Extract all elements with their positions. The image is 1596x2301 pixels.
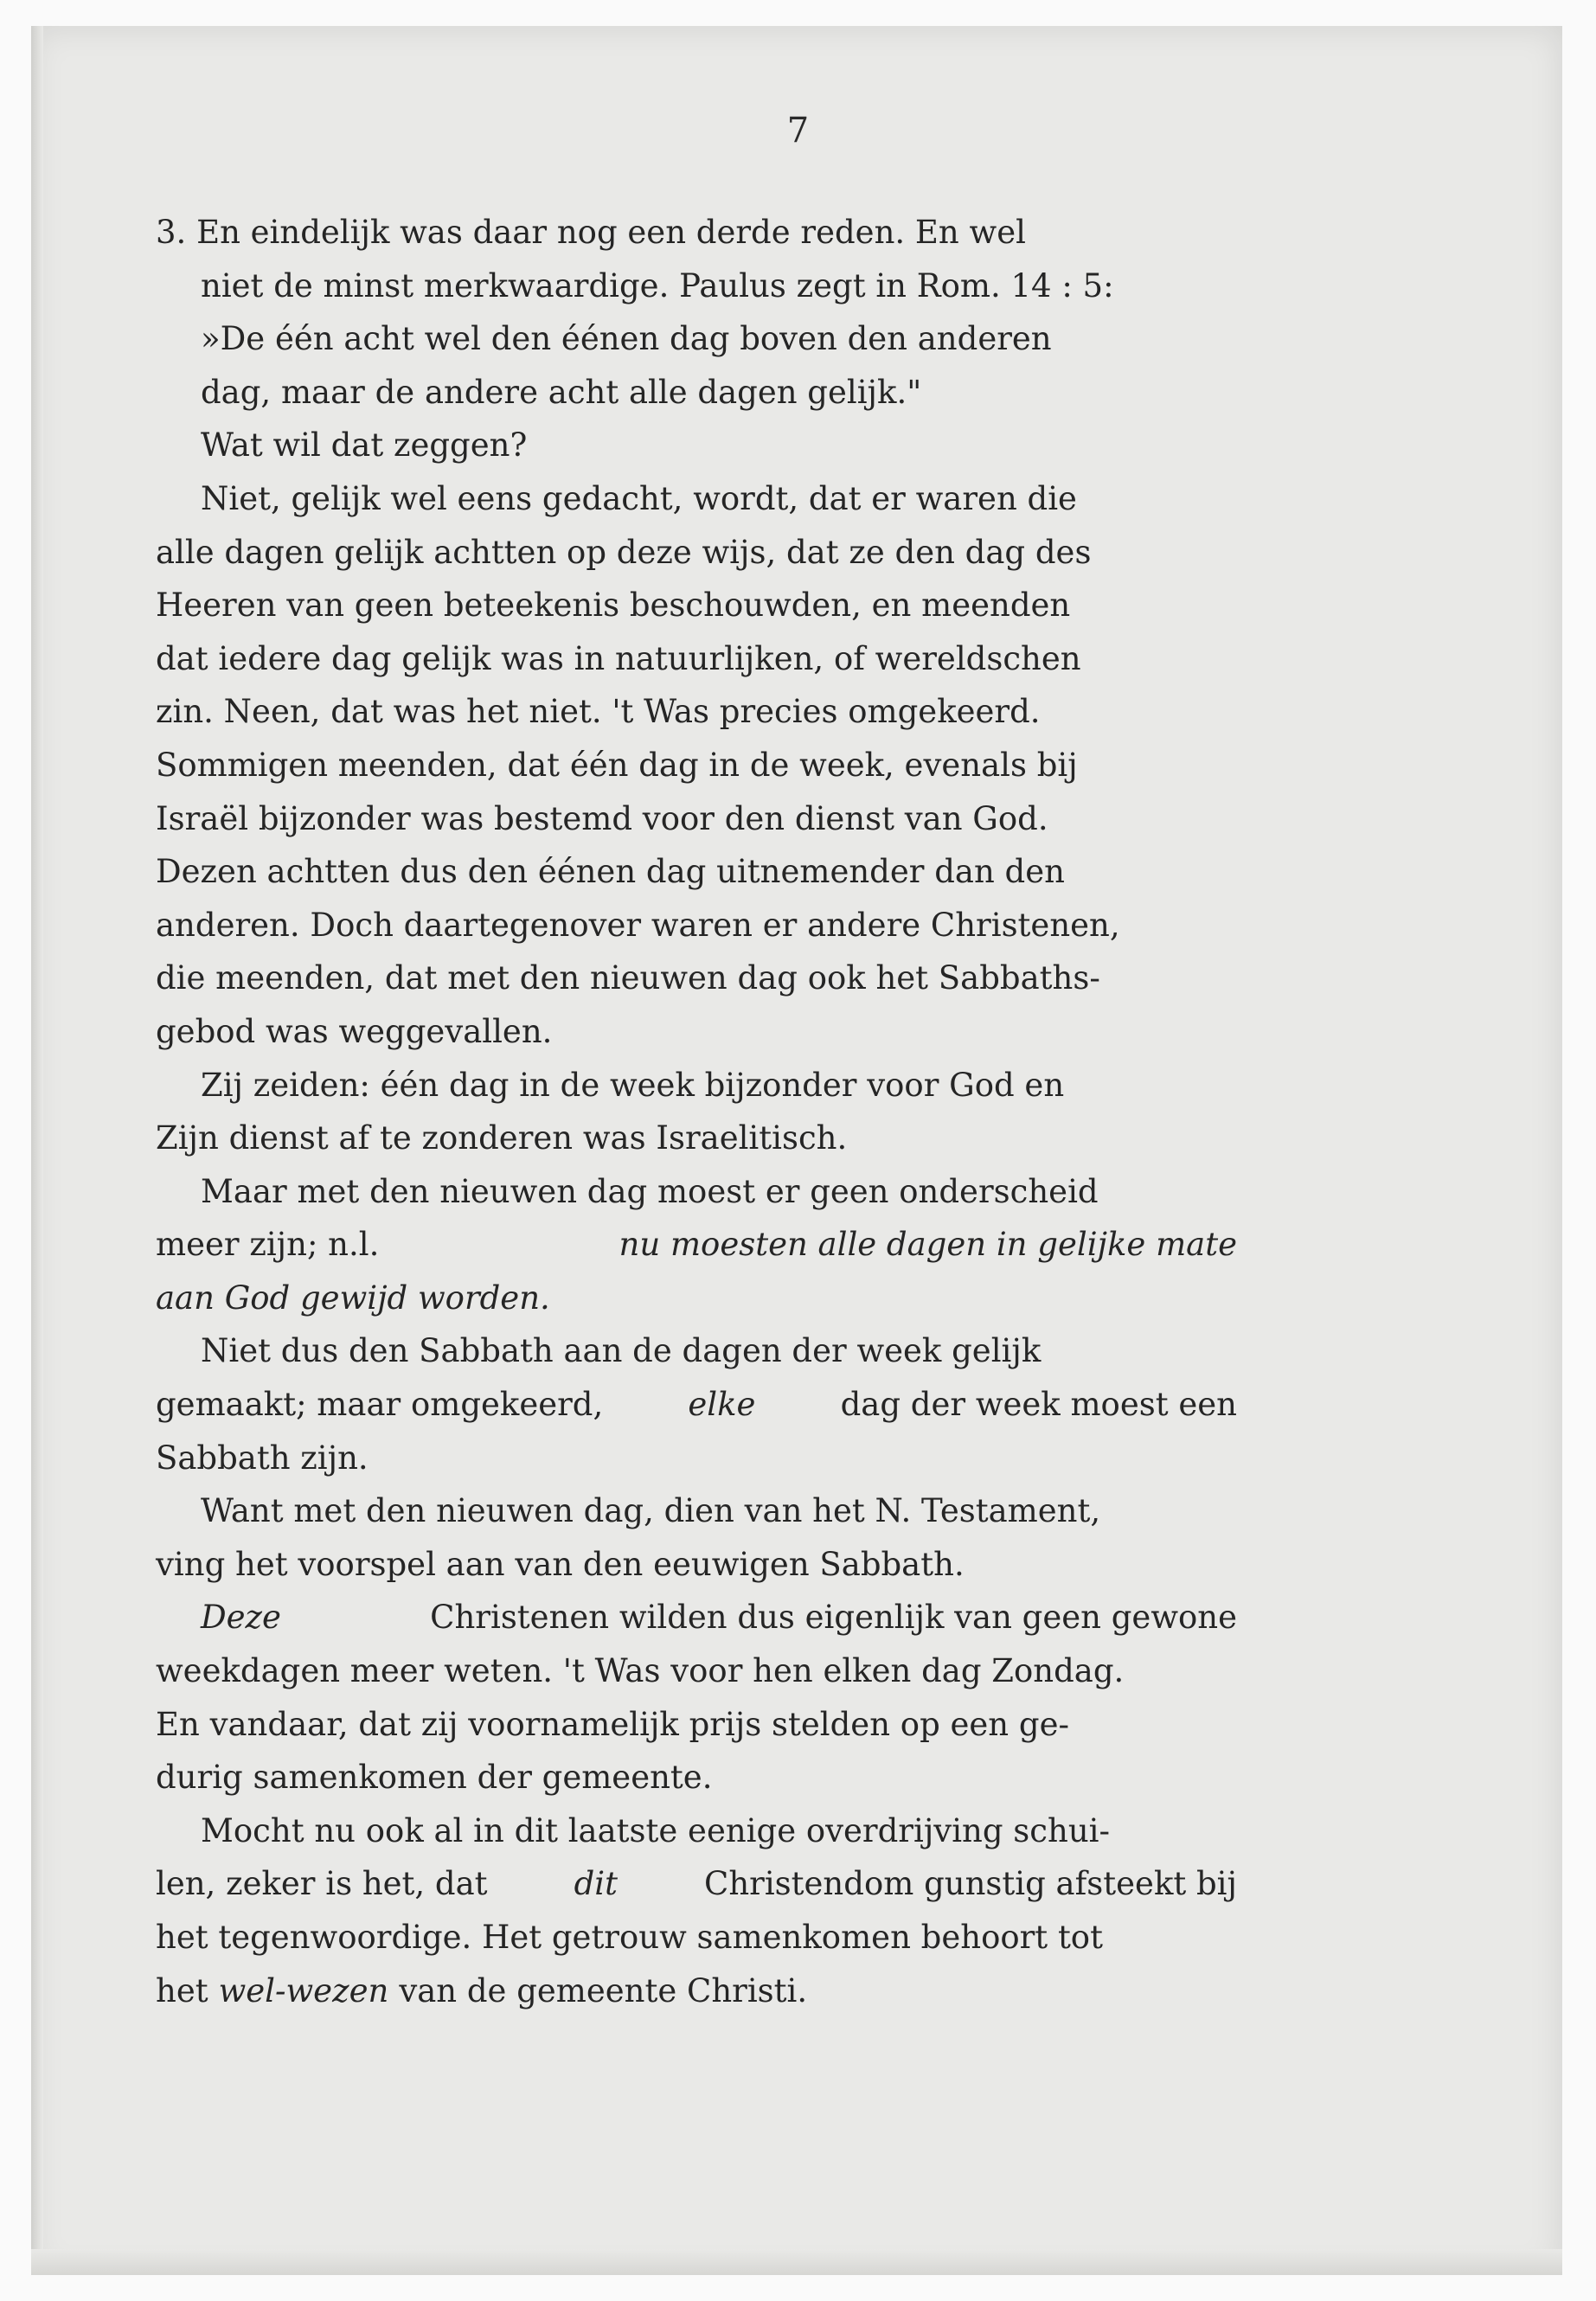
text-line xyxy=(156,1059,1237,1112)
text-line xyxy=(156,526,1237,580)
text-line xyxy=(156,1484,1237,1538)
text-line xyxy=(156,1965,1237,2018)
text-line xyxy=(156,1698,1237,1752)
line-text: gemaakt; maar omgekeerd, xyxy=(156,1386,604,1424)
page-number: 7 xyxy=(786,111,810,151)
text-line xyxy=(156,1432,1237,1485)
page-bottom-edge-shadow xyxy=(31,2249,1562,2275)
line-text: Maar met den nieuwen dag moest er geen onderscheid xyxy=(201,1172,1099,1210)
text-line xyxy=(156,579,1237,632)
line-text: zin. Neen, dat was het niet. 't Was precies omgekeerd. xyxy=(156,693,1041,731)
text-line xyxy=(156,260,1237,313)
text-line xyxy=(156,952,1237,1005)
line-text: dag, maar de andere acht alle dagen gelijk." xyxy=(201,373,922,411)
line-text: Christendom gunstig afsteekt bij xyxy=(704,1865,1237,1903)
text-line xyxy=(156,1378,1237,1432)
line-text: Niet, gelijk wel eens gedacht, wordt, dat er waren die xyxy=(201,479,1077,517)
line-text: dat iedere dag gelijk was in natuurlijken, of wereldschen xyxy=(156,639,1081,677)
line-text: len, zeker is het, dat xyxy=(156,1865,488,1903)
line-text-italic: nu moesten alle dagen in gelijke mate xyxy=(619,1226,1237,1264)
line-text: Zijn dienst af te zonderen was Israelitisch. xyxy=(156,1119,848,1157)
text-line xyxy=(156,1804,1237,1858)
text-line xyxy=(156,419,1237,472)
line-text: anderen. Doch daartegenover waren er andere Christenen, xyxy=(156,906,1120,944)
line-text: Want met den nieuwen dag, dien van het N. Testament, xyxy=(201,1492,1101,1530)
line-text: Sabbath zijn. xyxy=(156,1439,369,1477)
page-left-edge-shadow xyxy=(31,26,43,2275)
line-text-italic: aan God gewijd worden. xyxy=(156,1279,550,1317)
line-text: Mocht nu ook al in dit laatste eenige overdrijving schui- xyxy=(201,1811,1111,1849)
text-line xyxy=(156,1272,1237,1325)
line-text: Christenen wilden dus eigenlijk van geen gewone xyxy=(430,1599,1237,1637)
text-line xyxy=(156,1751,1237,1804)
text-line xyxy=(156,1911,1237,1965)
line-text-italic: Deze xyxy=(201,1599,281,1637)
line-text-italic: dit xyxy=(574,1865,618,1903)
line-text-italic: wel-wezen xyxy=(218,1971,389,2009)
line-text: durig samenkomen der gemeente. xyxy=(156,1759,713,1797)
text-line xyxy=(156,739,1237,792)
text-line xyxy=(156,1538,1237,1592)
text-line xyxy=(156,1644,1237,1698)
text-line xyxy=(156,366,1237,420)
text-line xyxy=(156,685,1237,739)
text-line xyxy=(156,845,1237,899)
line-text: niet de minst merkwaardige. Paulus zegt in Rom. 14 : 5: xyxy=(201,266,1114,304)
body-text xyxy=(156,206,1237,2017)
line-text: Zij zeiden: één dag in de week bijzonder voor God en xyxy=(201,1066,1065,1104)
line-text: ving het voorspel aan van den eeuwigen Sabbath. xyxy=(156,1545,965,1583)
text-line xyxy=(156,1112,1237,1165)
line-text: van de gemeente Christi. xyxy=(399,1971,808,2009)
line-text: het xyxy=(156,1971,208,2009)
line-text: Heeren van geen beteekenis beschouwden, en meenden xyxy=(156,586,1071,625)
text-line xyxy=(156,472,1237,526)
text-line xyxy=(156,899,1237,952)
text-line xyxy=(156,1005,1237,1059)
line-text: Niet dus den Sabbath aan de dagen der week gelijk xyxy=(201,1332,1042,1370)
text-line xyxy=(156,1857,1237,1911)
text-line xyxy=(156,206,1237,260)
line-text: het tegenwoordige. Het getrouw samenkomen behoort tot xyxy=(156,1919,1103,1956)
text-line xyxy=(156,1165,1237,1219)
line-text: Wat wil dat zeggen? xyxy=(201,426,528,465)
line-text: dag der week moest een xyxy=(840,1386,1237,1424)
text-line xyxy=(156,1324,1237,1378)
text-line xyxy=(156,1591,1237,1644)
text-line xyxy=(156,312,1237,366)
line-text: Israël bijzonder was bestemd voor den dienst van God. xyxy=(156,799,1048,837)
text-line xyxy=(156,792,1237,846)
line-text: die meenden, dat met den nieuwen dag ook het Sabbaths- xyxy=(156,959,1100,997)
line-text: meer zijn; n.l. xyxy=(156,1226,380,1264)
line-text: alle dagen gelijk achtten op deze wijs, dat ze den dag des xyxy=(156,533,1092,571)
line-text: Sommigen meenden, dat één dag in de week, evenals bij xyxy=(156,746,1078,784)
line-text: »De één acht wel den éénen dag boven den anderen xyxy=(201,320,1052,358)
text-line xyxy=(156,632,1237,686)
line-text: Dezen achtten dus den éénen dag uitnemender dan den xyxy=(156,853,1065,891)
text-line xyxy=(156,1218,1237,1272)
line-text: gebod was weggevallen. xyxy=(156,1012,553,1050)
line-text: weekdagen meer weten. 't Was voor hen elken dag Zondag. xyxy=(156,1652,1125,1690)
line-text-italic: elke xyxy=(688,1386,756,1424)
line-text: 3. En eindelijk was daar nog een derde reden. En wel xyxy=(156,214,1026,251)
line-text: En vandaar, dat zij voornamelijk prijs stelden op een ge- xyxy=(156,1705,1069,1743)
